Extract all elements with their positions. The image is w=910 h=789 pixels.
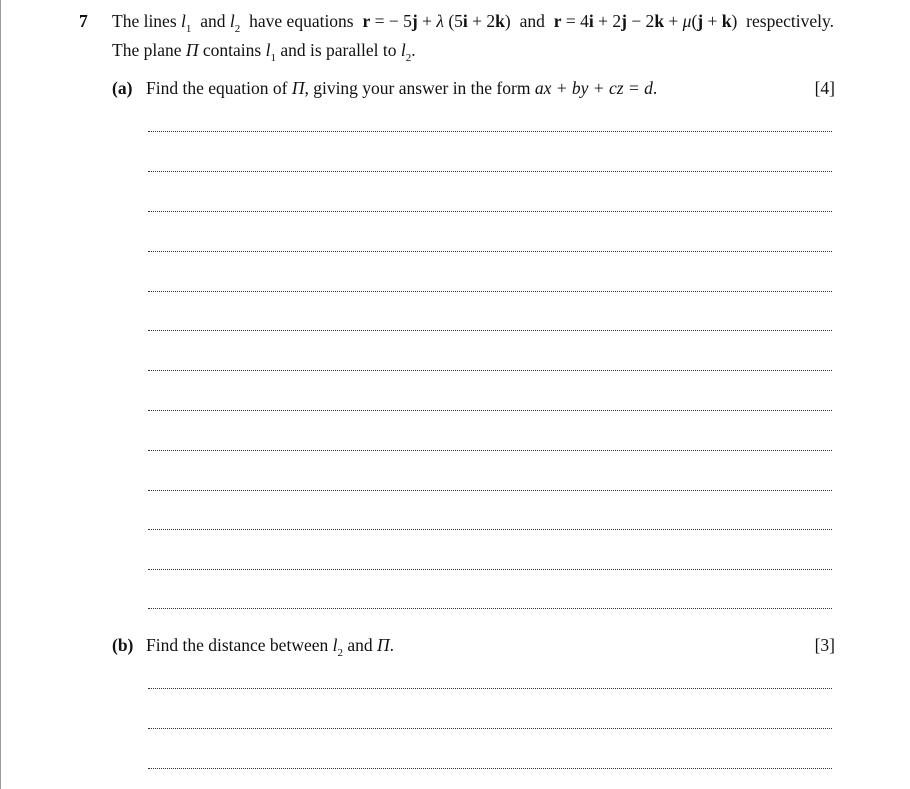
answer-line-a-13[interactable] [148,608,832,609]
question-stem-line-1 [112,10,834,35]
stem-text-and-l2: and $l_2$ [200,11,241,35]
part-a-marks: [4] [814,78,835,98]
answer-line-a-5[interactable] [148,291,832,292]
part-b-label: (b) [112,635,134,655]
answer-line-b-1[interactable] [148,688,832,689]
answer-line-a-1[interactable] [148,131,832,132]
equation-form: ax + by + cz = d [534,78,653,98]
stem-text-lines-intro: The lines $l_1$ [112,11,192,35]
part-b-prompt: Find the distance between $l_2$ and Π. [146,635,395,659]
part-a-prompt: Find the equation of Π, giving your answer in the form ax + by + cz = d. [146,78,658,98]
answer-line-a-3[interactable] [148,211,832,212]
answer-line-b-3[interactable] [148,768,832,769]
answer-line-a-7[interactable] [148,370,832,371]
answer-line-a-6[interactable] [148,330,832,331]
plane-symbol: Π [185,40,199,60]
part-a-label: (a) [112,78,133,98]
equation-l2: r = 4i + 2j − 2k + μ(j + k) [553,11,738,31]
stem-text-respectively: respectively. [746,11,834,31]
answer-line-a-9[interactable] [148,450,832,451]
part-b-marks: [3] [814,635,835,655]
answer-line-a-10[interactable] [148,490,832,491]
answer-line-a-11[interactable] [148,529,832,530]
answer-line-a-2[interactable] [148,171,832,172]
question-number: 7 [79,11,88,31]
question-stem-line-2: The plane Π contains $l_1$ and is parallel to $l_2$. [112,40,416,64]
answer-line-a-4[interactable] [148,251,832,252]
stem-text-and: and [519,11,545,31]
stem-text-have-equations: have equations [249,11,354,31]
answer-line-b-2[interactable] [148,728,832,729]
equation-l1: r = − 5j + λ (5i + 2k) [362,11,511,31]
answer-line-a-12[interactable] [148,569,832,570]
answer-line-a-8[interactable] [148,410,832,411]
page-left-border [0,0,1,789]
